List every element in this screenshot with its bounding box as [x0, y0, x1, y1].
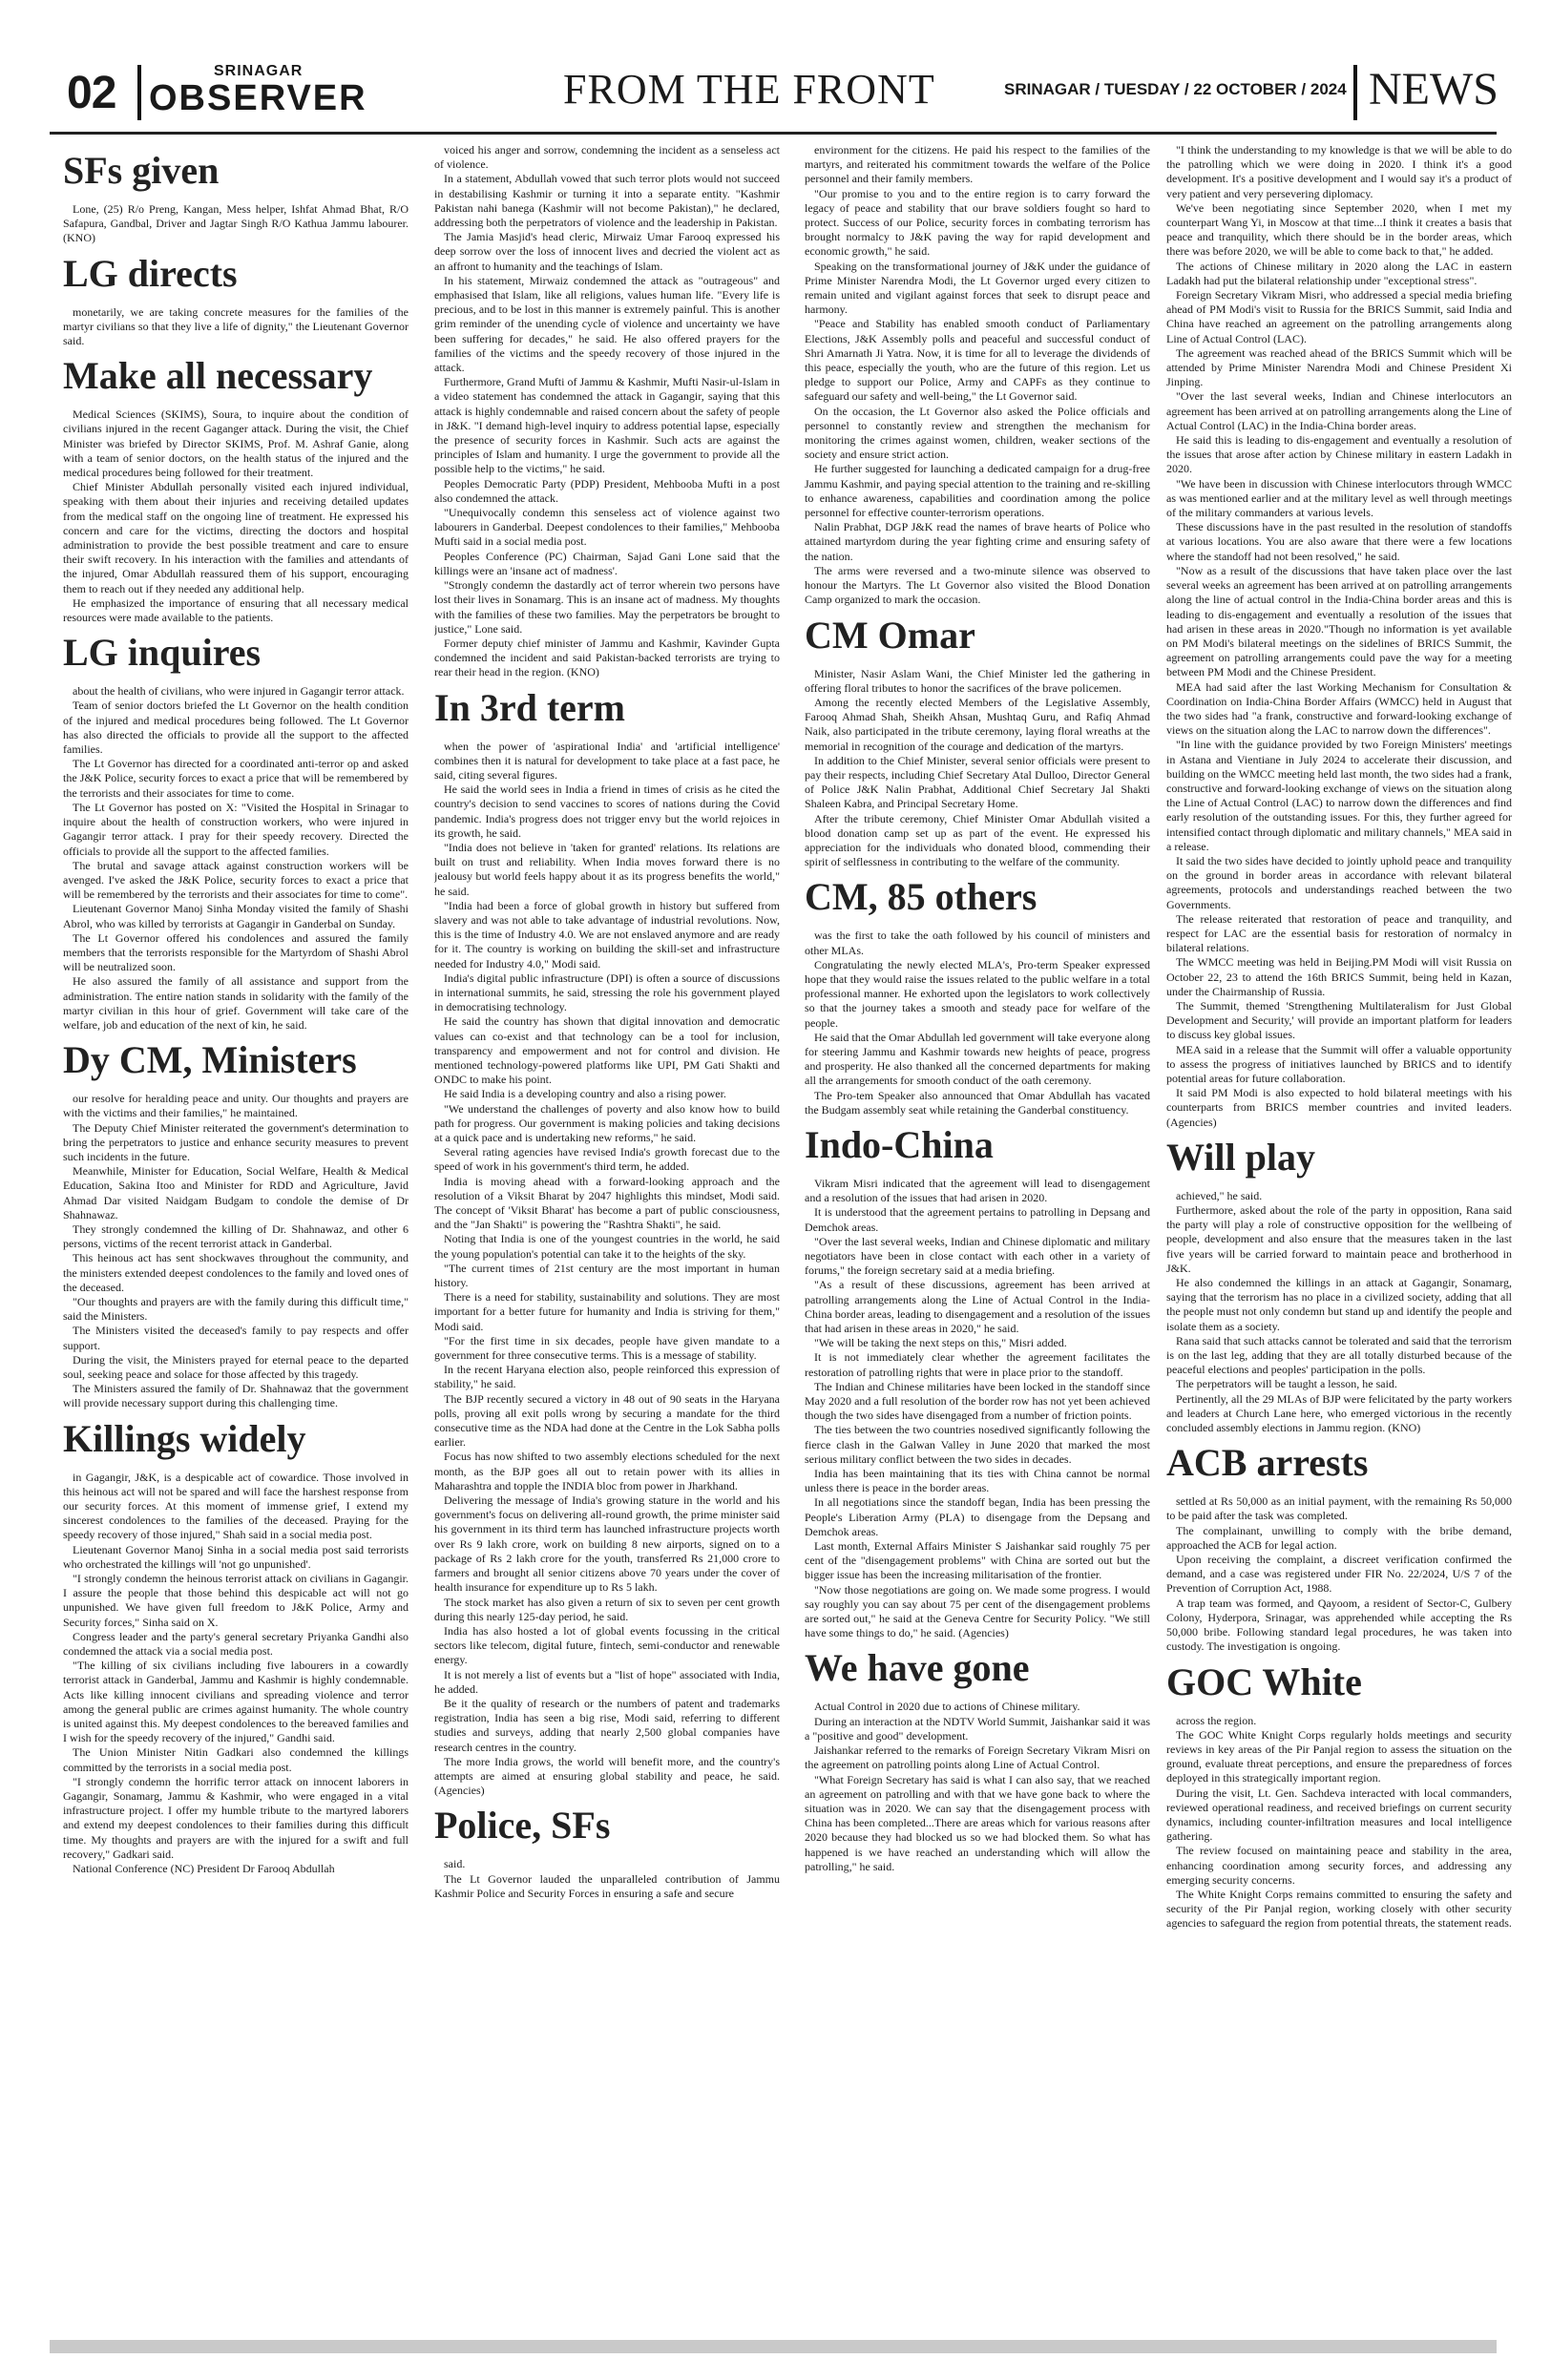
headline: In 3rd term: [434, 685, 625, 729]
article: [434, 143, 780, 680]
article-paragraph: Jaishankar referred to the remarks of Foreign Secretary Vikram Misri on the agreement on patrolling points along Line of Actual Control.: [805, 1743, 1150, 1772]
article-paragraph: "Strongly condemn the dastardly act of terror wherein two persons have lost their lives in Sonamarg. This is an insane act of madness. My thoughts with the families of these two families. May the perpetrators be brought to justice," Lone said.: [434, 578, 780, 636]
headline: We have gone: [805, 1646, 1030, 1690]
article-paragraph: He said this is leading to dis-engagement and eventually a resolution of the issues that arose after action by Chinese military in eastern Ladakh in 2020.: [1166, 433, 1512, 476]
article: [63, 1040, 409, 1410]
article-paragraph: "We have been in discussion with Chinese interlocutors through WMCC as was mentioned earlier and at the military level as well through meetings of the military commanders at various levels.: [1166, 476, 1512, 520]
article-paragraph: The Summit, themed 'Strengthening Multilateralism for Just Global Development and Security,' will provide an important platform for leaders to discuss key global issues.: [1166, 998, 1512, 1042]
headline: CM Omar: [805, 613, 975, 657]
dateline: SRINAGAR / TUESDAY / 22 OCTOBER / 2024: [1004, 80, 1347, 98]
article-paragraph: It is not merely a list of events but a "list of hope" associated with India, he added.: [434, 1667, 780, 1696]
article-paragraph: Nalin Prabhat, DGP J&K read the names of brave hearts of Police who attained martyrdom during the year fighting crime and ensuring safety of the nation.: [805, 520, 1150, 563]
brand-name: OBSERVER: [149, 78, 367, 118]
article-paragraph: The perpetrators will be taught a lesson, he said.: [1176, 1377, 1397, 1391]
article-paragraph: "Our thoughts and prayers are with the family during this difficult time," said the Ministers.: [63, 1294, 409, 1324]
article-paragraph: Last month, External Affairs Minister S Jaishankar said roughly 75 per cent of the "disengagement problems" with China are sorted out but the bigger issue has been the increasing militarisation of the frontier.: [805, 1539, 1150, 1582]
article-paragraph: The GOC White Knight Corps regularly holds meetings and security reviews in key areas of the Pir Panjal region to assess the situation on the ground, evaluate threat perceptions, and ensure the preparedness of forces deployed in this strategically important region.: [1166, 1727, 1512, 1785]
article-paragraph: In the recent Haryana election also, people reinforced this expression of stability," he said.: [434, 1363, 780, 1391]
article-paragraph: The Jamia Masjid's head cleric, Mirwaiz Umar Farooq expressed his deep sorrow over the loss of innocent lives and decried the violent act as an affront to humanity and the teachings of Islam.: [434, 230, 780, 273]
article-paragraph: On the occasion, the Lt Governor also asked the Police officials and personnel to constantly review and strengthen the mechanism for monitoring the crimes against women, children, weaker sections of the society and ensure strict action.: [805, 404, 1150, 462]
article-paragraph: National Conference (NC) President Dr Farooq Abdullah: [73, 1862, 335, 1876]
article-paragraph: It said PM Modi is also expected to hold bilateral meetings with his counterparts from BRICS member countries and invited leaders. (Agencies): [1166, 1086, 1512, 1129]
article-paragraph: The Ministers visited the deceased's family to pay respects and offer support.: [63, 1324, 409, 1352]
article: [63, 1416, 409, 1877]
article-paragraph: Be it the quality of research or the numbers of patent and trademarks registration, India has seen a big rise, Modi said, referring to different studies and surveys, adding that nearly 2,500 global companies have research centres in the country.: [434, 1696, 780, 1754]
article-paragraph: Medical Sciences (SKIMS), Soura, to inquire about the condition of civilians injured in the recent Gaganger attack. During the visit, the Chief Minister was briefed by Director SKIMS, Prof. M. Ashraf Ganie, along with a team of senior doctors, on the health status of the injured and the medical procedures being followed for their treatment.: [63, 407, 409, 480]
article: [434, 685, 780, 1799]
article-paragraph: Congratulating the newly elected MLA's, Pro-term Speaker expressed hope that they would raise the issues related to the public welfare in a total professional manner. He exhorted upon the legislators to work collectively so that the journey takes a smooth and steady pace for welfare of the people.: [805, 957, 1150, 1030]
header-rule: [50, 132, 1497, 135]
article-paragraph: The Pro-tem Speaker also announced that Omar Abdullah has vacated the Budgam assembly seat while retaining the Ganderbal constituency.: [805, 1088, 1150, 1117]
article-paragraph: It is understood that the agreement pertains to patrolling in Depsang and Demchok areas.: [805, 1205, 1150, 1234]
article-paragraph: Congress leader and the party's general secretary Priyanka Gandhi also condemned the attack via a social media post.: [63, 1629, 409, 1659]
article: [805, 613, 1150, 870]
headline: Indo-China: [805, 1122, 994, 1166]
article-paragraph: Lone, (25) R/o Preng, Kangan, Mess helper, Ishfat Ahmad Bhat, R/O Safapura, Gandbal, Driver and Jagtar Singh R/O Kathua Jammu labourer. (KNO): [63, 202, 409, 245]
article: [63, 251, 409, 349]
article-paragraph: was the first to take the oath followed by his council of ministers and other MLAs.: [805, 929, 1150, 957]
article-paragraph: The release reiterated that restoration of peace and tranquility, and respect for LAC are the essential basis for restoration of normalcy in bilateral relations.: [1166, 911, 1512, 955]
article-paragraph: The ties between the two countries nosedived significantly following the fierce clash in the Galwan Valley in June 2020 that marked the most serious military conflict between the two sides in decades.: [805, 1423, 1150, 1466]
article-paragraph: Peoples Democratic Party (PDP) President, Mehbooba Mufti in a post also condemned the attack.: [434, 476, 780, 505]
article-paragraph: "Unequivocally condemn this senseless act of violence against two labourers in Ganderbal. Deepest condolences to their families," Mehbooba Mufti said in a social media post.: [434, 506, 780, 549]
section-tag: NEWS: [1369, 64, 1499, 115]
article-paragraph: "India does not believe in 'taken for granted' relations. Its relations are built on trust and reliability. When India moves forward there is no jealousy but world feels happy about it as its progress benefits the world," he said.: [434, 840, 780, 898]
article-paragraph: Vikram Misri indicated that the agreement will lead to disengagement and a resolution of the issues that had arisen in 2020.: [805, 1176, 1150, 1205]
article-paragraph: achieved," he said.: [1176, 1188, 1263, 1202]
article: [63, 151, 409, 246]
article: [1166, 1443, 1512, 1654]
article-paragraph: These discussions have in the past resulted in the resolution of standoffs at various locations. You are also aware that there were a few locations where the standoff had not been resolved," he said.: [1166, 520, 1512, 563]
article-paragraph: The agreement was reached ahead of the BRICS Summit which will be attended by Prime Minister Narendra Modi and Chinese President Xi Jinping.: [1166, 345, 1512, 389]
brand-top: SRINAGAR: [214, 63, 304, 79]
article-paragraph: "I strongly condemn the heinous terrorist attack on civilians in Gagangir. I assure the people that those behind this despicable act will not go unpunished. We have given full freedom to J&K Police, Army and Security forces," Sinha said on X.: [63, 1572, 409, 1629]
article-paragraph: India's digital public infrastructure (DPI) is often a source of discussions in international summits, he said, stressing the role his government played in democratising technology.: [434, 971, 780, 1014]
article-paragraph: During the visit, the Ministers prayed for eternal peace to the departed soul, seeking peace and solace for those affected by this tragedy.: [63, 1352, 409, 1381]
article-paragraph: across the region.: [1176, 1713, 1257, 1727]
article-paragraph: He said that the Omar Abdullah led government will take everyone along for steering Jammu and Kashmir towards new heights of peace, progress and prosperity. He also thanked all the concerned departments for making all the arrangements for smooth conduct of the oath ceremony.: [805, 1030, 1150, 1088]
article-paragraph: The White Knight Corps remains committed to ensuring the safety and security of the Pir Panjal region, working closely with other security agencies to safeguard the region from potential threats, the statement reads.: [1166, 1887, 1512, 1931]
article-paragraph: "Peace and Stability has enabled smooth conduct of Parliamentary Elections, J&K Assembly polls and peaceful and successful conduct of Shri Amarnath Ji Yatra. Now, it is time for all to leverage the dividends of this peace, especially the youth, who are the future of this region. Let us pledge to support our Police, Army and CAPFs as they continue to safeguard our safety and well-being," the Lt Governor said.: [805, 317, 1150, 404]
article-paragraph: The stock market has also given a return of six to seven per cent growth during this nearly 125-day period, he said.: [434, 1595, 780, 1623]
article-paragraph: It is not immediately clear whether the agreement facilitates the restoration of patrolling rights that were in place prior to the standoff.: [805, 1350, 1150, 1379]
article-paragraph: Former deputy chief minister of Jammu and Kashmir, Kavinder Gupta condemned the incident and said Pakistan-backed terrorists are trying to rear their head in the region. (KNO): [434, 636, 780, 679]
article-paragraph: our resolve for heralding peace and unity. Our thoughts and prayers are with the victims and their families," he maintained.: [63, 1092, 409, 1120]
article-paragraph: "As a result of these discussions, agreement has been arrived at patrolling arrangements along the Line of Actual Control in the India-China border areas, leading to disengagement and a resolution of the issues that had arisen in these areas in 2020," he said.: [805, 1278, 1150, 1336]
masthead: [50, 59, 1497, 126]
article-paragraph: "In line with the guidance provided by two Foreign Ministers' meetings in Astana and Vientiane in July 2024 to accelerate their discussion, and building on the WMCC meeting held last month, the two sides had a frank, constructive and forward-looking exchange of views on the situation along the Line of Actual Control (LAC) to narrow down the differences and find early resolution of the outstanding issues. For this, they further agreed for intensified contact through diplomatic and military channels," MEA said in a release.: [1166, 738, 1512, 853]
article-paragraph: Among the recently elected Members of the Legislative Assembly, Farooq Ahmad Shah, Sheikh Ahsan, Mushtaq Guru, and Rafiq Ahmad Naik, also participated in the tribute ceremony, laying floral wreaths at the memorial in recognition of the courage and dedication of the martyrs.: [805, 695, 1150, 753]
article-paragraph: "Over the last several weeks, Indian and Chinese interlocutors an agreement has been arrived at on patrolling arrangements along the Line of Actual Control (LAC) in the India-China border areas.: [1166, 389, 1512, 432]
article-paragraph: The Lt Governor has directed for a coordinated anti-terror op and asked the J&K Police, security forces to exact a price that will be remembered by the terrorists and their associates for time to come.: [63, 757, 409, 800]
headline: CM, 85 others: [805, 875, 1037, 919]
headline: LG directs: [63, 251, 238, 295]
article-paragraph: said.: [444, 1857, 466, 1871]
article-paragraph: The review focused on maintaining peace and stability in the area, enhancing coordination among security forces, and addressing any emerging security concerns.: [1166, 1844, 1512, 1887]
article-paragraph: Noting that India is one of the youngest countries in the world, he said the young population's potential can take it to the heights of the sky.: [434, 1232, 780, 1261]
article-paragraph: Foreign Secretary Vikram Misri, who addressed a special media briefing ahead of PM Modi's visit to Russia for the BRICS Summit, said India and China have reached an agreement on the patrolling arrangements along Line of Actual Control (LAC).: [1166, 288, 1512, 345]
article-paragraph: Pertinently, all the 29 MLAs of BJP were felicitated by the party workers and leaders at Church Lane here, who emerged victorious in the recently concluded assembly elections in Jammu region. (KNO): [1166, 1391, 1512, 1435]
article: [1166, 143, 1512, 1130]
footer-bar: [50, 2340, 1497, 2353]
page-number: 02: [67, 68, 116, 118]
article-paragraph: "Now as a result of the discussions that have taken place over the last several weeks an agreement has been arrived at on patrolling arrangements along the line of actual control in the India-China border areas and this is leading to dis-engagement and eventually a resolution of the issues that had arisen in these areas in 2020."Though no information is yet available on PM Modi's bilateral meetings on the sidelines of BRICS Summit, the agreement on patrolling arrangements could pave the way for a meeting between PM Modi and the Chinese President.: [1166, 563, 1512, 679]
article-paragraph: environment for the citizens. He paid his respect to the families of the martyrs, and reiterated his commitment towards the welfare of the Police personnel and their family members.: [805, 143, 1150, 186]
article-paragraph: He said the country has shown that digital innovation and democratic values can co-exist and that technology can be a tool for inclusion, transparency and empowerment and not for control and division. He mentioned technology-powered platforms like UPI, PM Gati Shakti and ONDC to make his point.: [434, 1014, 780, 1087]
article: [63, 356, 409, 625]
article-paragraph: about the health of civilians, who were injured in Gagangir terror attack.: [73, 684, 405, 699]
article: [63, 633, 409, 1033]
article-paragraph: He said the world sees in India a friend in times of crisis as he cited the country's decision to send vaccines to scores of nations during the Covid pandemic. India's progress does not trigger envy but the world rejoices in its growth, he said.: [434, 783, 780, 840]
article-paragraph: In a statement, Abdullah vowed that such terror plots would not succeed in destabilising Kashmir or turning it into a separate entity. "Kashmir Pakistan nahi banega (Kashmir will not become Pakistan)," he declared, addressing both the perpetrators of violence and the leadership in Pakistan.: [434, 172, 780, 230]
article-paragraph: The Ministers assured the family of Dr. Shahnawaz that the government will provide necessary support during this challenging time.: [63, 1382, 409, 1410]
headline: Make all necessary: [63, 354, 373, 398]
article-paragraph: Meanwhile, Minister for Education, Social Welfare, Health & Medical Education, Sakina Itoo and Minister for RDD and Agriculture, Javid Ahmad Dar visited Naidgam Budgam to condole the demise of Dr Shahnawaz.: [63, 1164, 409, 1221]
article-paragraph: "Over the last several weeks, Indian and Chinese diplomatic and military negotiators have been in close contact with each other in a variety of forums," the foreign secretary said at a media briefing.: [805, 1234, 1150, 1278]
article-paragraph: It said the two sides have decided to jointly uphold peace and tranquility on the ground in border areas in accordance with relevant bilateral agreements, protocols and understandings reached between the two Governments.: [1166, 853, 1512, 911]
article-paragraph: MEA had said after the last Working Mechanism for Consultation & Coordination on India-China Border Affairs (WMCC) held in August that the two sides had "a frank, constructive and forward-looking exchange of views on the situation along the LAC to narrow down the differences".: [1166, 679, 1512, 738]
article-paragraph: voiced his anger and sorrow, condemning the incident as a senseless act of violence.: [434, 143, 780, 172]
headline: Dy CM, Ministers: [63, 1038, 357, 1082]
article-paragraph: "India had been a force of global growth in history but suffered from slavery and was not able to take advantage of industrial revolutions. Now, this is the time of Industry 4.0. We are not enslaved anymore and are ready for it. The country is working on building the skill-set and infrastructure needed for Industry 4.0," Modi said.: [434, 898, 780, 971]
article: [1166, 1662, 1512, 1931]
article-paragraph: monetarily, we are taking concrete measures for the families of the martyr civilians so that they live a life of dignity," the Lieutenant Governor said.: [63, 304, 409, 348]
article: [805, 1122, 1150, 1641]
article-paragraph: He said India is a developing country and also a rising power.: [444, 1087, 726, 1101]
article-paragraph: The BJP recently secured a victory in 48 out of 90 seats in the Haryana polls, proving all exit polls wrong by securing a mandate for the third consecutive time as the NDA had done at the Centre in the Lok Sabha polls earlier.: [434, 1391, 780, 1450]
section-title: FROM THE FRONT: [563, 66, 935, 113]
article-paragraph: In his statement, Mirwaiz condemned the attack as "outrageous" and emphasised that Islam, like all religions, values human life. "Every life is precious, and to be lost in this manner is extremely painful. This is another grim reminder of the unending cycle of violence and uncertainty we have been suffering for decades," he said. He also offered prayers for the families of the victims and the speedy recovery of those injured in the attack.: [434, 273, 780, 375]
article-paragraph: During an interaction at the NDTV World Summit, Jaishankar said it was a "positive and good" development.: [805, 1714, 1150, 1743]
article-paragraph: Lieutenant Governor Manoj Sinha Monday visited the family of Shashi Abrol, who was killed by terrorists at Gagangir in Ganderbal on Sunday.: [63, 902, 409, 930]
article-paragraph: The actions of Chinese military in 2020 along the LAC in eastern Ladakh had put the bilateral relationship under "exceptional stress".: [1166, 259, 1512, 287]
article-paragraph: The WMCC meeting was held in Beijing.PM Modi will visit Russia on October 22, 23 to attend the 16th BRICS Summit, being held in Kazan, under the Chairmanship of Russia.: [1166, 955, 1512, 998]
article-paragraph: There is a need for stability, sustainability and solutions. They are most important for a better future for humanity and India is striving for them," Modi said.: [434, 1290, 780, 1333]
article-paragraph: The Union Minister Nitin Gadkari also condemned the killings committed by the terrorists in a social media post.: [63, 1745, 409, 1774]
article-paragraph: "We will be taking the next steps on this," Misri added.: [814, 1336, 1067, 1350]
article-paragraph: India is moving ahead with a forward-looking approach and the resolution of a Viksit Bharat by 2047 highlights this mindset, Modi said. The concept of 'Viksit Bharat' has become a part of public consciousness, and the "Jan Shakti" is powering the "Rashtra Shakti", he said.: [434, 1174, 780, 1232]
article-paragraph: Team of senior doctors briefed the Lt Governor on the health condition of the injured and medical procedures being followed. The Lt Governor has also directed the officials to provide all the support to the affected families.: [63, 699, 409, 757]
article-paragraph: A trap team was formed, and Qayoom, a resident of Sector-C, Gulbery Colony, Hyderpora, Srinagar, was apprehended while accepting the Rs 50,000 bribe. Following standard legal procedures, he was taken into custody. The investigation is ongoing.: [1166, 1596, 1512, 1654]
article-paragraph: The Deputy Chief Minister reiterated the government's determination to bring the perpetrators to justice and enhance security measures to prevent such incidents in the future.: [63, 1120, 409, 1163]
article-paragraph: In addition to the Chief Minister, several senior officials were present to pay their respects, including Chief Secretary Atal Dulloo, Director General of Police J&K Nalin Prabhat, Additional Chief Secretary Jal Shakti Shaleen Kabra, and Principal Secretary Home.: [805, 753, 1150, 811]
article-paragraph: The Lt Governor lauded the unparalleled contribution of Jammu Kashmir Police and Security Forces in ensuring a safe and secure: [434, 1871, 780, 1900]
article: [434, 1806, 780, 1901]
article: [1166, 1135, 1512, 1435]
column-2: [434, 143, 780, 2319]
article-paragraph: He also condemned the killings in an attack at Gagangir, Sonamarg, saying that the terrorism has no place in a civilized society, adding that all the people must not only condemn but stand up and identify the people and isolate them as a society.: [1166, 1276, 1512, 1333]
divider: [137, 65, 141, 120]
article-paragraph: The arms were reversed and a two-minute silence was observed to honour the Martyrs. The Lt Governor also visited the Blood Donation Camp organized to mark the occasion.: [805, 563, 1150, 607]
article-paragraph: India has been maintaining that its ties with China cannot be normal unless there is peace in the border areas.: [805, 1467, 1150, 1495]
article-paragraph: Focus has now shifted to two assembly elections scheduled for the next month, as the BJP goes all out to retain power with its allies in Maharashtra and topple the INDIA bloc from power in Jharkhand.: [434, 1450, 780, 1493]
article-paragraph: The Lt Governor offered his condolences and assured the family members that the terrorists responsible for the Martyrdom of Shashi Abrol will be neutralized soon.: [63, 930, 409, 974]
article-paragraph: Upon receiving the complaint, a discreet verification confirmed the demand, and a case was registered under FIR No. 22/2024, U/S 7 of the Prevention of Corruption Act, 1988.: [1166, 1553, 1512, 1596]
article-paragraph: "The killing of six civilians including five labourers in a cowardly terrorist attack in Ganderbal, Jammu and Kashmir is highly condemnable. Acts like killing innocent civilians and spreading violence and terror among the general public are crimes against humanity. The whole country is united against this. My deepest condolences to the bereaved families and I wish for the speedy recovery of the injured," Gandhi said.: [63, 1659, 409, 1745]
article-paragraph: "We understand the challenges of poverty and also know how to build path for progress. Our government is making policies and taking decisions at a quick pace and is undertaking new reforms," he said.: [434, 1101, 780, 1144]
column-4: [1166, 143, 1512, 2319]
article-paragraph: "What Foreign Secretary has said is what I can also say, that we reached an agreement on patrolling and with that we have gone back to where the situation was in 2020. We can say that the disengagement process with China has been completed...There are areas which for various reasons after 2020 because they had blocked us so we had blocked them. So what has happened is we have reached an understanding which will allow the patrolling," he said.: [805, 1772, 1150, 1873]
article-paragraph: "For the first time in six decades, people have given mandate to a government for three consecutive terms. This is a message of stability.: [434, 1333, 780, 1363]
article-paragraph: "I think the understanding to my knowledge is that we will be able to do the patrolling which we were doing in 2020. I think it's a good development. It's a positive development and I would say it's a product of very patient and very persevering diplomacy.: [1166, 143, 1512, 200]
article-paragraph: "The current times of 21st century are the most important in human history.: [434, 1261, 780, 1290]
article-paragraph: Peoples Conference (PC) Chairman, Sajad Gani Lone said that the killings were an 'insane act of madness'.: [434, 549, 780, 577]
divider: [1353, 65, 1357, 120]
article-paragraph: In all negotiations since the standoff began, India has been pressing the People's Liberation Army (PLA) to disengage from the Depsang and Demchok areas.: [805, 1495, 1150, 1538]
article-paragraph: "Our promise to you and to the entire region is to carry forward the legacy of peace and stability that our brave soldiers fought so hard to protect. Success of our Police, security forces in combating terrorism has brought normalcy to J&K paving the way for rapid development and economic growth," he said.: [805, 186, 1150, 259]
article-paragraph: The more India grows, the world will benefit more, and the country's attempts are aimed at ensuring global stability and peace, he said. (Agencies): [434, 1754, 780, 1798]
article-paragraph: Rana said that such attacks cannot be tolerated and said that the terrorism is on the last leg, adding that they are all totally disturbed because of the peaceful elections and peoples' participation in the polls.: [1166, 1333, 1512, 1377]
headline: ACB arrests: [1166, 1441, 1369, 1485]
article-paragraph: "I strongly condemn the horrific terror attack on innocent laborers in Gagangir, Sonamarg, Jammu & Kashmir, who were engaged in a vital infrastructure project. I offer my humble tribute to the martyred laborers and extend my deepest condolences to their families during this difficult time. My thoughts and prayers are with the injured for a swift and full recovery," Gadkari said.: [63, 1774, 409, 1861]
article-paragraph: Furthermore, Grand Mufti of Jammu & Kashmir, Mufti Nasir-ul-Islam in a video statement has condemned the attack in Gagangir, saying that this attack is highly condemnable and raised concern about the safety of people in J&K. "I demand high-level inquiry to address potential lapse, especially the presence of security forces in Kashmir. Such acts are against the principles of Islam and humanity. I urge the government to provide all the possible help to the victims," he said.: [434, 375, 780, 476]
article-paragraph: The Lt Governor has posted on X: "Visited the Hospital in Srinagar to inquire about the health of construction workers, who were injured in Gagangir terror attack. I pray for their speedy recovery. Directed the officials to provide all the support to the affected families.: [63, 800, 409, 858]
article-paragraph: Furthermore, asked about the role of the party in opposition, Rana said the party will play a role of constructive opposition for the wellbeing of people, development and also ensure that the measures taken in the last five years will be carried forward to maintain peace and brotherhood in J&K.: [1166, 1203, 1512, 1275]
article-paragraph: Actual Control in 2020 due to actions of Chinese military.: [814, 1700, 1080, 1714]
article-paragraph: settled at Rs 50,000 as an initial payment, with the remaining Rs 50,000 to be paid after the task was completed.: [1166, 1494, 1512, 1523]
article-paragraph: After the tribute ceremony, Chief Minister Omar Abdullah visited a blood donation camp set up as part of the event. He expressed his appreciation for the individuals who donated blood, commending their spirit of selflessness in contributing to the welfare of the community.: [805, 811, 1150, 869]
headline: Will play: [1166, 1135, 1315, 1179]
column-3: [805, 143, 1150, 2319]
article: [805, 1648, 1150, 1873]
article-paragraph: Speaking on the transformational journey of J&K under the guidance of Prime Minister Narendra Modi, the Lt Governor urged every citizen to remain united and vigilant against forces that seek to disrupt peace and harmony.: [805, 259, 1150, 317]
article-paragraph: Minister, Nasir Aslam Wani, the Chief Minister led the gathering in offering floral tributes to honor the sacrifices of the brave policemen.: [805, 666, 1150, 695]
article-paragraph: "Now those negotiations are going on. We made some progress. I would say roughly you can say about 75 per cent of the disengagement problems are sorted out," he said at the Geneva Centre for Security Policy. "We still have some things to do," he said. (Agencies): [805, 1582, 1150, 1640]
headline: LG inquires: [63, 631, 262, 675]
article: [805, 143, 1150, 608]
article-paragraph: This heinous act has sent shockwaves throughout the community, and the ministers extended deepest condolences to the family and loved ones of the deceased.: [63, 1251, 409, 1294]
article-paragraph: During the visit, Lt. Gen. Sachdeva interacted with local commanders, reviewed operational readiness, and received briefings on current security dynamics, including counter-infiltration measures and local intelligence gathering.: [1166, 1785, 1512, 1844]
article-paragraph: We've been negotiating since September 2020, when I met my counterpart Wang Yi, in Moscow at that time...I think it creates a basis that peace and tranquility, which there should be in the border areas, which there was before 2020, we will be able to come back to that," he added.: [1166, 200, 1512, 259]
article-paragraph: Delivering the message of India's growing stature in the world and his government's focus on delivering all-round growth, the prime minister said his government in its third term has launched infrastructure projects worth over Rs 9 lakh crore, work on building 8 new airports, signed on to a package of Rs 2 lakh crore for the youth, transferred Rs 21,000 crore to farmers and brought all senior citizens above 70 years under the cover of health insurance for expenditure up to Rs 5 lakh.: [434, 1493, 780, 1595]
article: [805, 877, 1150, 1117]
headline: SFs given: [63, 149, 220, 192]
article-paragraph: He further suggested for launching a dedicated campaign for a drug-free Jammu Kashmir, and paying special attention to the training and re-skilling to enhance awareness, capabilities and coordination among the police personnel for effective counter-terrorism operations.: [805, 462, 1150, 520]
article-paragraph: MEA said in a release that the Summit will offer a valuable opportunity to assess the progress of initiatives launched by BRICS and to identify potential areas for future collaboration.: [1166, 1042, 1512, 1085]
article-paragraph: They strongly condemned the killing of Dr. Shahnawaz, and other 6 persons, victims of the recent terrorist attack in Ganderbal.: [63, 1221, 409, 1251]
article-paragraph: when the power of 'aspirational India' and 'artificial intelligence' combines then it is natural for development to take place at a fast pace, he said, citing several figures.: [434, 739, 780, 782]
article-paragraph: India has also hosted a lot of global events focussing in the critical sectors like telecom, digital future, fintech, semi-conductor and renewable energy.: [434, 1623, 780, 1667]
headline: Police, SFs: [434, 1804, 611, 1848]
headline: Killings widely: [63, 1416, 306, 1460]
article-paragraph: Lieutenant Governor Manoj Sinha in a social media post said terrorists who orchestrated the killings will 'not go unpunished'.: [63, 1542, 409, 1571]
article-paragraph: He emphasized the importance of ensuring that all necessary medical resources were made available to the patients.: [63, 595, 409, 625]
column-1: [63, 143, 409, 2319]
headline: GOC White: [1166, 1660, 1362, 1703]
article-paragraph: The complainant, unwilling to comply with the bribe demand, approached the ACB for legal action.: [1166, 1523, 1512, 1552]
article-paragraph: The brutal and savage attack against construction workers will be avenged. I've asked the J&K Police, security forces to exact a price that will be remembered by the terrorists and their associates for time to come".: [63, 858, 409, 902]
article-paragraph: Several rating agencies have revised India's growth forecast due to the speed of work in his government's third term, he added.: [434, 1145, 780, 1174]
article-paragraph: in Gagangir, J&K, is a despicable act of cowardice. Those involved in this heinous act will not be spared and will face the harshest response from our security forces. At this moment of immense grief, I extend my sincerest condolences to the families of the deceased. Praying for the speedy recovery of those injured," Shah said in a social media post.: [63, 1470, 409, 1542]
article-paragraph: He also assured the family of all assistance and support from the administration. The entire nation stands in solidarity with the family of the martyr civilian in this hour of grief. Government will take care of the welfare, job and education of the next of kin, he said.: [63, 974, 409, 1032]
article-paragraph: The Indian and Chinese militaries have been locked in the standoff since May 2020 and a full resolution of the border row has not yet been achieved though the two sides have disengaged from a number of friction points.: [805, 1379, 1150, 1423]
article-paragraph: Chief Minister Abdullah personally visited each injured individual, speaking with them about their injuries and receiving detailed updates from the medical staff on the ongoing line of treatment. He expressed his concern and care for the victims, directing the doctors and hospital administration to provide the best possible treatment and care to ensure their swift recovery. In his interaction with the families and attendants of the injured, Omar Abdullah reassured them of his support, encouraging them to reach out if they needed any additional help.: [63, 480, 409, 595]
